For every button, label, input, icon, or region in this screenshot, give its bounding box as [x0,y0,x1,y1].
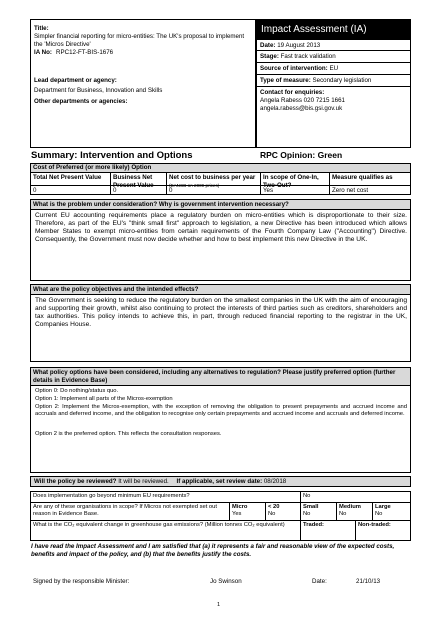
page-number: 1 [217,602,221,608]
signed-by-label: Signed by the responsible Minister: [33,578,130,585]
impact-assessment-header: Impact Assessment (IA) [257,20,410,40]
title-label: Title: [34,25,49,32]
contact-name: Angela Rabess 020 7215 1661 [260,97,345,104]
measure-label: Type of measure: [260,77,311,84]
objectives-section [30,284,411,362]
cost-table [30,163,411,195]
one-in-two-out-value: Yes [261,186,330,194]
signature-date-label: Date: [312,578,327,585]
contact-label: Contact for enquiries: [260,89,325,96]
large-label: Large [375,504,391,510]
measure-value: Secondary legislation [312,77,372,84]
co2-question: What is the CO₂ equivalent change in greenhouse gas emissions? (Million tonnes CO₂ equivalent) [31,521,301,540]
small-value: No [303,511,311,518]
lead-department-value: Department for Business, Innovation and Skills [34,87,163,94]
orgs-question: Are any of these organisations in scope? If Micros not exempted set out reason in Evidence Base. [31,503,230,521]
measure-qualifies-value: Zero net cost [332,187,369,194]
date-label: Date: [260,42,276,49]
top-right-panel [256,19,411,148]
declaration-text: I have read the Impact Assessment and I am satisfied that (a) it represents a fair and reasonable view of the expected costs, benefits and impact of the policy, and (b) that the benefits justify the costs. [31,543,395,558]
scope-table [30,491,411,541]
micro-value: Yes [232,511,242,518]
review-date-label: If applicable, set review date: [176,478,263,485]
measure-row [260,77,371,85]
preferred-option: Option 2 is the preferred option. This reflects the consultation responses. [35,431,222,437]
review-label: Will the policy be reviewed? [34,478,117,485]
top-left-panel [30,19,256,148]
option-2: Option 2: Implement the Micros-exemption, with the exception of removing the obligation to present prepayments and accrued income and accruals and deferred income, and the obligation to recognise only certain prepayments and accrued income and accruals and deferred income. [35,404,407,418]
options-section [30,367,411,473]
other-departments-label: Other departments or agencies: [34,98,128,105]
total-npv-value: 0 [31,186,111,194]
large-value: No [375,511,383,518]
option-1: Option 1: Implement all parts of the Micros-exemption [35,396,173,402]
cost-table-caption: Cost of Preferred (or more likely) Option [31,164,410,173]
source-row [260,65,338,73]
ia-number-label: IA No: [34,49,52,56]
eu-answer: No [301,492,410,503]
measure-qualifies-header: Measure qualifies as [330,173,410,186]
net-cost-header: Net cost to business per year (EANCB on 2009 prices) [167,173,261,186]
source-value: EU [329,65,339,72]
ia-number-value: RPC12-FT-BIS-1676 [56,49,114,56]
objectives-heading: What are the policy objectives and the intended effects? [31,285,410,295]
lead-department-label: Lead department or agency: [34,77,117,84]
micro-label: Micro [232,504,248,510]
summary-title: Summary: Intervention and Options [31,150,193,161]
problem-text: Current EU accounting requirements place a regulatory burden on micro-entities which is disproportionate to their size. Therefore, as part of the EU's "think small first" approach to legislation, a new Directive has been introduced which allows Member States to exempt micro-entities from certain requirements of the Fourth Company Law ("Accounting") Directive. Consequently, the Government must now decide whether and how to best implement this new Directive in the UK. [35,212,407,243]
date-row [260,42,320,50]
lt20-label: < 20 [268,504,280,510]
traded-label: Traded: [301,521,356,540]
rpc-opinion: RPC Opinion: Green [260,150,343,160]
total-npv-header: Total Net Present Value [31,173,111,186]
non-traded-label: Non-traded: [358,522,391,528]
minister-name: Jo Swinson [210,578,242,585]
stage-row [260,53,336,61]
stage-label: Stage: [260,53,279,60]
small-label: Small [303,504,319,510]
source-label: Source of intervention: [260,65,328,72]
review-value: It will be reviewed. [118,478,169,485]
lt20-value: No [268,511,276,518]
micro-cell [230,503,266,521]
net-cost-subheader: (EANCB on 2009 prices) [169,182,220,188]
stage-value: Fast track validation [280,53,336,60]
date-value: 19 August 2013 [277,42,321,49]
problem-section [30,199,411,281]
medium-label: Medium [339,504,361,510]
options-heading: What policy options have been considered, including any alternatives to regulation? Please justify preferred option (further details in Evidence Base) [31,368,410,386]
option-0: Option 0: Do nothing/status quo. [35,388,119,394]
medium-cell [337,503,373,521]
title-value: Simpler financial reporting for micro-entities: The UK's proposal to implement the 'Micros Directive' [34,33,245,48]
medium-value: No [339,511,347,518]
problem-heading: What is the problem under consideration? Why is government intervention necessary? [31,200,410,210]
small-cell [301,503,337,521]
business-npv-value: 0 [111,186,167,194]
contact-email: angela.rabess@bis.gsi.gov.uk [260,105,343,112]
business-npv-header: Business Net Present Value [111,173,167,186]
lt20-cell [266,503,301,521]
large-cell [373,503,410,521]
objectives-text: The Government is seeking to reduce the regulatory burden on the smallest companies in the UK with the aim of encouraging and supporting their growth, whilst also continuing to protect the interests of third parties such as creditors, shareholders and tax authorities. This policy intends to achieve this, in part, through reduced financial reporting to the registrar in the UK, Companies House. [35,297,407,328]
review-date-value: 08/2018 [263,478,287,485]
net-cost-value: 0 [167,186,261,194]
eu-question: Does implementation go beyond minimum EU requirements? [31,492,301,503]
one-in-two-out-header: In scope of One-In, Two-Out? [261,173,330,186]
signature-date-value: 21/10/13 [356,578,381,585]
review-row [30,476,411,487]
